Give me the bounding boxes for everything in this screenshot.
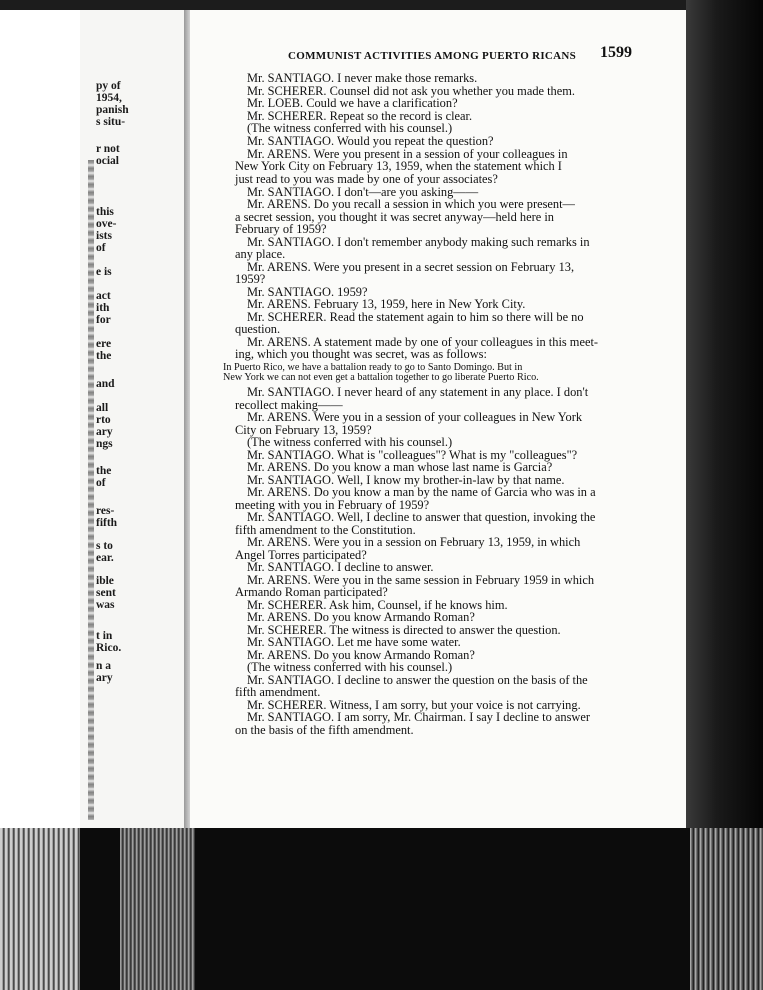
transcript-line: Mr. SANTIAGO. Well, I decline to answer that question, invoking the xyxy=(247,510,596,524)
transcript-line: Mr. ARENS. Do you know a man whose last name is Garcia? xyxy=(247,460,553,474)
facing-page-fragment: e is xyxy=(96,266,112,278)
facing-page-fragment: the xyxy=(96,350,112,362)
transcript-line: Angel Torres participated? xyxy=(235,548,367,562)
scan-noise-left xyxy=(0,828,80,990)
facing-page-fragment: ible xyxy=(96,575,114,587)
transcript-line: Armando Roman participated? xyxy=(235,585,388,599)
transcript-line: Mr. SCHERER. Ask him, Counsel, if he knows him. xyxy=(247,598,508,612)
facing-page-fragment: res- xyxy=(96,505,115,517)
transcript-line: Mr. ARENS. Were you present in a secret session on February 13, xyxy=(247,260,575,274)
facing-page-fragment: s to xyxy=(96,540,113,552)
transcript-line: Mr. SANTIAGO. I don't remember anybody making such remarks in xyxy=(247,235,590,249)
transcript-line: February of 1959? xyxy=(235,222,327,236)
facing-page-fragment: n a xyxy=(96,660,112,672)
transcript-line: Mr. ARENS. Were you in a session of your colleagues in New York xyxy=(247,410,583,424)
transcript-line: Mr. ARENS. February 13, 1959, here in New York City. xyxy=(247,297,526,311)
transcript-line: New York City on February 13, 1959, when the statement which I xyxy=(235,159,562,173)
transcript-line: Mr. SANTIAGO. I decline to answer. xyxy=(247,560,434,574)
transcript-line: meeting with you in February of 1959? xyxy=(235,498,430,512)
facing-page-fragment: s situ- xyxy=(96,116,126,128)
transcript-line: Mr. SANTIAGO. Well, I know my brother-in-law by that name. xyxy=(247,473,565,487)
facing-page-fragment: ary xyxy=(96,426,113,438)
scan-noise-right xyxy=(690,828,763,990)
facing-page-fragment: ists xyxy=(96,230,112,242)
facing-page-fragment: t in xyxy=(96,630,113,642)
facing-page-fragment: rto xyxy=(96,414,111,426)
transcript-line: (The witness conferred with his counsel.) xyxy=(247,435,453,449)
transcript-line: (The witness conferred with his counsel.) xyxy=(247,660,453,674)
transcript-line: Mr. SCHERER. Read the statement again to him so there will be no xyxy=(247,310,584,324)
facing-page-fragment: py of xyxy=(96,80,121,92)
transcript-line: City on February 13, 1959? xyxy=(235,423,372,437)
facing-page-fragment: ere xyxy=(96,338,112,350)
transcript-line: Mr. ARENS. Do you know a man by the name of Garcia who was in a xyxy=(247,485,596,499)
facing-page-fragment: ear. xyxy=(96,552,114,564)
transcript-line: Mr. ARENS. Were you in the same session in February 1959 in which xyxy=(247,573,595,587)
scan-noise-middle xyxy=(120,828,195,990)
transcript-line: Mr. SANTIAGO. I decline to answer the question on the basis of the xyxy=(247,673,588,687)
transcript-line: fifth amendment to the Constitution. xyxy=(235,523,416,537)
running-head: COMMUNIST ACTIVITIES AMONG PUERTO RICANS xyxy=(288,50,577,62)
facing-page-fragment: of xyxy=(96,242,106,254)
transcript-line: (The witness conferred with his counsel.) xyxy=(247,121,453,135)
facing-page-fragment: and xyxy=(96,378,115,390)
transcript-line: recollect making—— xyxy=(235,398,343,412)
facing-page-fragment: act xyxy=(96,290,111,302)
transcript-line: Mr. ARENS. Do you know Armando Roman? xyxy=(247,610,475,624)
facing-page-fragment: Rico. xyxy=(96,642,122,654)
facing-page-fragment: 1954, xyxy=(96,92,122,104)
transcript-line: a secret session, you thought it was secret anyway—held here in xyxy=(235,210,554,224)
scan-bottom-area xyxy=(0,828,763,990)
facing-page-fragment: of xyxy=(96,477,106,489)
transcript-line: on the basis of the fifth amendment. xyxy=(235,723,414,737)
scan-top-edge xyxy=(0,0,763,10)
transcript-line: Mr. SANTIAGO. Would you repeat the question? xyxy=(247,134,494,148)
transcript-line: Mr. SANTIAGO. I never make those remarks. xyxy=(247,71,478,85)
facing-page-shadow xyxy=(88,160,94,820)
facing-page-fragment: ary xyxy=(96,672,113,684)
facing-page-fragment: ove- xyxy=(96,218,117,230)
transcript-line: Mr. SANTIAGO. I never heard of any statement in any place. I don't xyxy=(247,385,589,399)
page-number: 1599 xyxy=(600,44,632,61)
transcript-line: Mr. ARENS. Do you recall a session in which you were present— xyxy=(247,197,575,211)
transcript-line: just read to you was made by one of your associates? xyxy=(235,172,498,186)
transcript-line: Mr. SANTIAGO. 1959? xyxy=(247,285,368,299)
transcript-line: Mr. SCHERER. The witness is directed to answer the question. xyxy=(247,623,561,637)
facing-page-fragment: ith xyxy=(96,302,110,314)
transcript-line: Mr. ARENS. Were you present in a session of your colleagues in xyxy=(247,147,568,161)
transcript-line: 1959? xyxy=(235,272,266,286)
transcript-line: Mr. SCHERER. Witness, I am sorry, but your voice is not carrying. xyxy=(247,698,581,712)
transcript-line: fifth amendment. xyxy=(235,685,321,699)
transcript-line: Mr. SANTIAGO. What is "colleagues"? What is my "colleagues"? xyxy=(247,448,578,462)
transcript-line: New York we can not even get a battalion together to go liberate Puerto Rico. xyxy=(223,372,539,383)
facing-page-fragment: panish xyxy=(96,104,129,116)
transcript-line: Mr. ARENS. Were you in a session on February 13, 1959, in which xyxy=(247,535,581,549)
facing-page-fragment: ocial xyxy=(96,155,119,167)
facing-page-fragment: ngs xyxy=(96,438,113,450)
transcript-line: In Puerto Rico, we have a battalion ready to go to Santo Domingo. But in xyxy=(223,362,523,373)
transcript-line: ing, which you thought was secret, was as follows: xyxy=(235,347,487,361)
transcript-line: Mr. SANTIAGO. Let me have some water. xyxy=(247,635,461,649)
transcript-line: Mr. SCHERER. Repeat so the record is clear. xyxy=(247,109,473,123)
facing-page-fragment: sent xyxy=(96,587,116,599)
transcript-line: any place. xyxy=(235,247,286,261)
facing-page-fragment: for xyxy=(96,314,111,326)
transcript-line: Mr. SANTIAGO. I am sorry, Mr. Chairman. I say I decline to answer xyxy=(247,710,590,724)
facing-page-fragment: was xyxy=(96,599,115,611)
transcript-line: Mr. ARENS. Do you know Armando Roman? xyxy=(247,648,475,662)
facing-page-fragment: r not xyxy=(96,143,120,155)
facing-page-fragment: fifth xyxy=(96,517,118,529)
facing-page-fragment: this xyxy=(96,206,114,218)
transcript-line: question. xyxy=(235,322,281,336)
transcript-line: Mr. SANTIAGO. I don't—are you asking—— xyxy=(247,185,479,199)
facing-page-fragment: the xyxy=(96,465,112,477)
transcript-line: Mr. ARENS. A statement made by one of your colleagues in this meet- xyxy=(247,335,599,349)
transcript-line: Mr. LOEB. Could we have a clarification? xyxy=(247,96,458,110)
facing-page-fragment: all xyxy=(96,402,109,414)
transcript-line: Mr. SCHERER. Counsel did not ask you whether you made them. xyxy=(247,83,575,98)
